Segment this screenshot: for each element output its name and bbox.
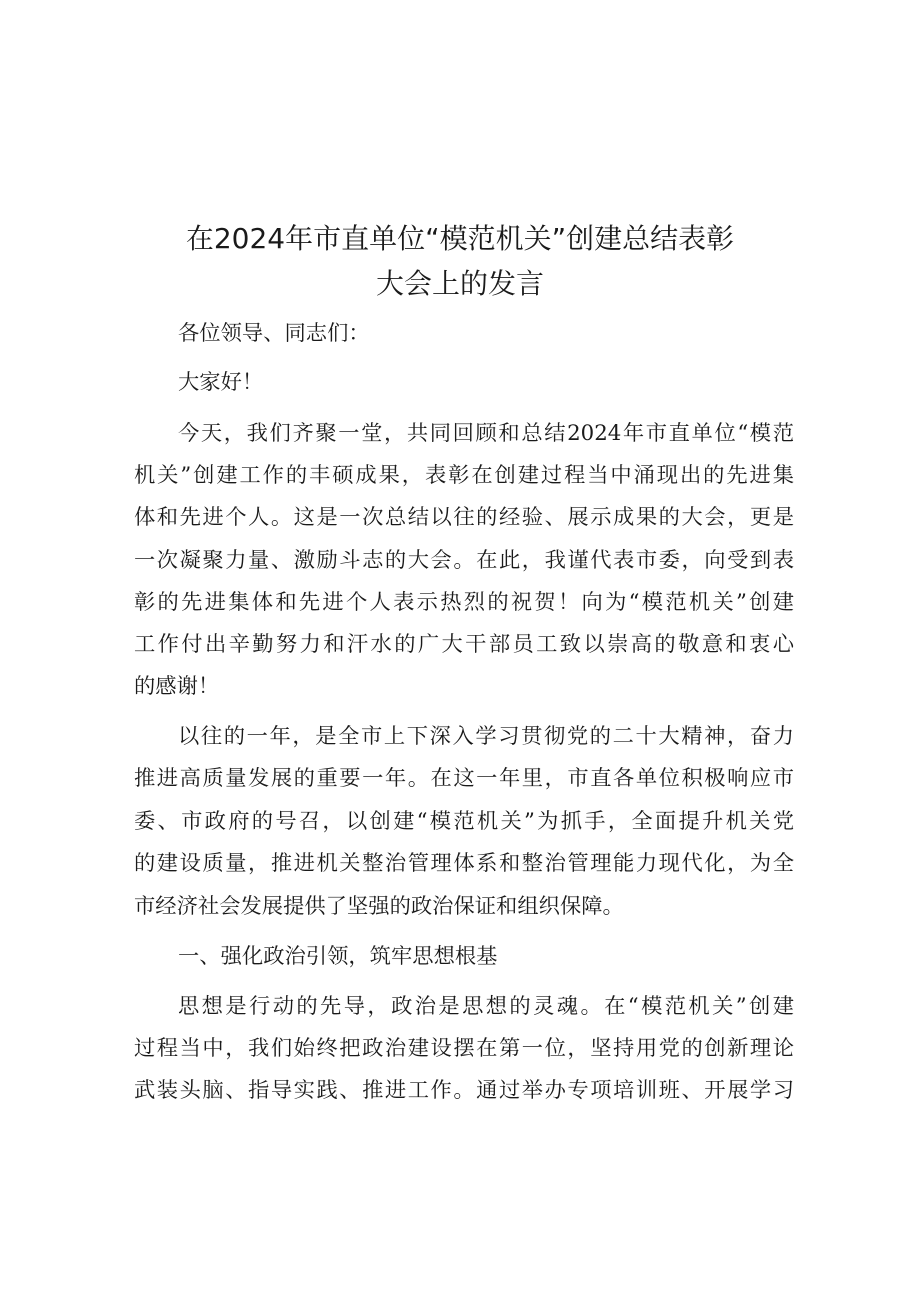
paragraph-1-line: 工作付出辛勤努力和汗水的广大干部员工致以崇高的敬意和衷心 [134, 632, 794, 657]
paragraph-3-line: 过程当中，我们始终把政治建设摆在第一位，坚持用党的创新理论 [134, 1036, 794, 1061]
salutation: 各位领导、同志们： [178, 321, 370, 346]
paragraph-2-line: 市经济社会发展提供了坚强的政治保证和组织保障。 [134, 894, 624, 919]
paragraph-1-line: 彰的先进集体和先进个人表示热烈的祝贺！向为“模范机关”创建 [134, 590, 794, 615]
section-1-heading: 一、强化政治引领，筑牢思想根基 [178, 944, 498, 969]
paragraph-1-line: 一次凝聚力量、激励斗志的大会。在此，我谨代表市委，向受到表 [134, 548, 794, 573]
paragraph-2-line: 的建设质量，推进机关整治管理体系和整治管理能力现代化，为全 [134, 851, 794, 876]
paragraph-2-line: 以往的一年，是全市上下深入学习贯彻党的二十大精神，奋力 [178, 724, 794, 749]
document-title-line-1: 在2024年市直单位“模范机关”创建总结表彰 [185, 222, 735, 255]
greeting: 大家好！ [178, 370, 264, 395]
paragraph-2-line: 推进高质量发展的重要一年。在这一年里，市直各单位积极响应市 [134, 766, 794, 791]
paragraph-3-line: 思想是行动的先导，政治是思想的灵魂。在“模范机关”创建 [178, 994, 794, 1019]
paragraph-1-line: 的感谢！ [134, 674, 220, 699]
paragraph-1-line: 体和先进个人。这是一次总结以往的经验、展示成果的大会，更是 [134, 505, 794, 530]
paragraph-2-line: 委、市政府的号召，以创建“模范机关”为抓手，全面提升机关党 [134, 809, 794, 834]
document-title-line-2: 大会上的发言 [375, 267, 544, 300]
paragraph-1-line: 机关”创建工作的丰硕成果，表彰在创建过程当中涌现出的先进集 [134, 463, 794, 488]
paragraph-3-line: 武装头脑、指导实践、推进工作。通过举办专项培训班、开展学习 [134, 1078, 794, 1103]
paragraph-1-line: 今天，我们齐聚一堂，共同回顾和总结2024年市直单位“模范 [178, 421, 794, 446]
